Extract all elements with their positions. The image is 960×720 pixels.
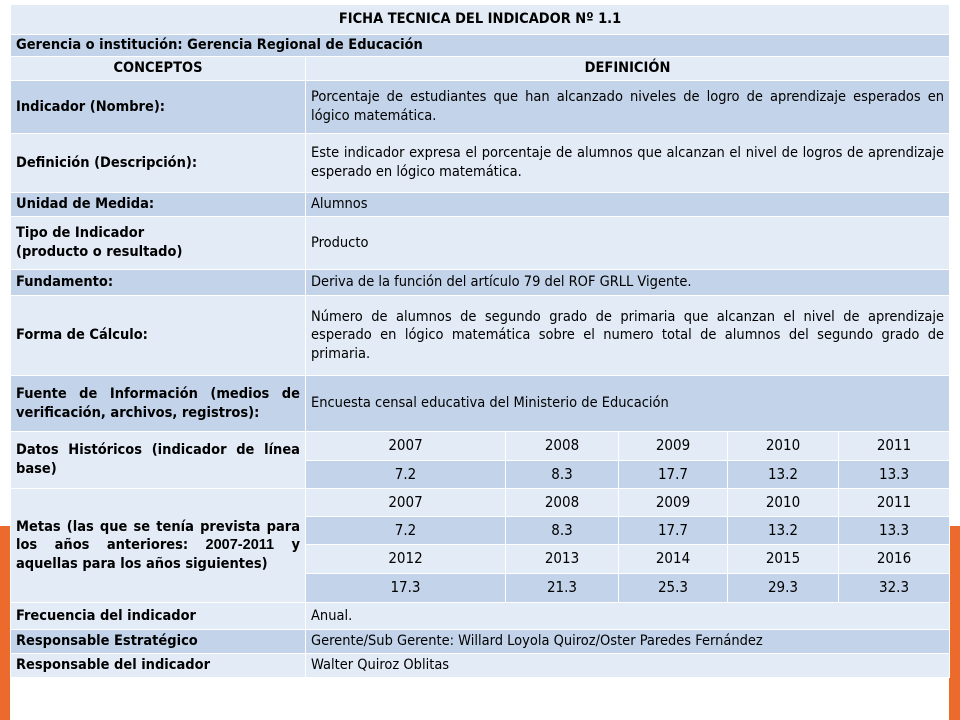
tipo-label-line2: (producto o resultado) [16, 244, 183, 260]
frecuencia-value: Anual. [306, 603, 950, 630]
metas-value: 32.3 [839, 574, 950, 603]
metas-value: 8.3 [506, 517, 619, 545]
historicos-year: 2007 [306, 432, 506, 461]
unidad-label: Unidad de Medida: [11, 193, 306, 217]
metas-value: 25.3 [619, 574, 728, 603]
header-conceptos: CONCEPTOS [11, 57, 306, 81]
tipo-value: Producto [306, 217, 950, 270]
historicos-year: 2010 [728, 432, 839, 461]
metas-label [11, 489, 306, 603]
metas-year: 2008 [506, 489, 619, 517]
resp-indicador-value: Walter Quiroz Oblitas [306, 654, 950, 678]
fuente-label: Fuente de Información (medios de verificación, archivos, registros): [11, 376, 306, 432]
tipo-label [11, 217, 306, 270]
historicos-value: 7.2 [306, 461, 506, 489]
metas-label-b: y aquellas para los años siguientes) [16, 537, 300, 572]
metas-year: 2011 [839, 489, 950, 517]
metas-value: 13.3 [839, 517, 950, 545]
metas-value: 7.2 [306, 517, 506, 545]
ficha-tecnica-table [10, 4, 950, 678]
historicos-value: 13.3 [839, 461, 950, 489]
tipo-label-line1: Tipo de Indicador [16, 225, 145, 242]
historicos-label: Datos Históricos (indicador de línea base) [11, 432, 306, 489]
fundamento-value: Deriva de la función del artículo 79 del ROF GRLL Vigente. [306, 270, 950, 296]
metas-label-years: 2007-2011 [205, 537, 275, 554]
fuente-value: Encuesta censal educativa del Ministerio de Educación [306, 376, 950, 432]
metas-year: 2013 [506, 545, 619, 574]
metas-year: 2016 [839, 545, 950, 574]
historicos-value: 8.3 [506, 461, 619, 489]
indicador-value: Porcentaje de estudiantes que han alcanzado niveles de logro de aprendizaje esperados en lógico matemática. [306, 81, 950, 134]
unidad-value: Alumnos [306, 193, 950, 217]
definicion-value: Este indicador expresa el porcentaje de alumnos que alcanzan el nivel de logros de aprendizaje esperado en lógico matemática. [306, 134, 950, 193]
metas-year: 2009 [619, 489, 728, 517]
historicos-value: 17.7 [619, 461, 728, 489]
metas-value: 13.2 [728, 517, 839, 545]
metas-year: 2007 [306, 489, 506, 517]
metas-year: 2014 [619, 545, 728, 574]
accent-bar-right [949, 526, 960, 720]
metas-label-a: Metas (las que se tenía prevista para los años anteriores: [16, 518, 300, 554]
historicos-year: 2009 [619, 432, 728, 461]
historicos-year: 2011 [839, 432, 950, 461]
resp-estrategico-value: Gerente/Sub Gerente: Willard Loyola Quiroz/Oster Paredes Fernández [306, 630, 950, 654]
table-title: FICHA TECNICA DEL INDICADOR Nº 1.1 [11, 5, 950, 35]
frecuencia-label: Frecuencia del indicador [11, 603, 306, 630]
fundamento-label: Fundamento: [11, 270, 306, 296]
gerencia-row: Gerencia o institución: Gerencia Regional de Educación [11, 35, 950, 57]
header-definicion: DEFINICIÓN [306, 57, 950, 81]
accent-bar-left [0, 526, 10, 720]
metas-year: 2010 [728, 489, 839, 517]
forma-value: Número de alumnos de segundo grado de primaria que alcanzan el nivel de aprendizaje esperado en lógico matemática sobre el numero total de alumnos del segundo grado de primaria. [306, 296, 950, 376]
forma-label: Forma de Cálculo: [11, 296, 306, 376]
historicos-value: 13.2 [728, 461, 839, 489]
resp-estrategico-label: Responsable Estratégico [11, 630, 306, 654]
resp-indicador-label: Responsable del indicador [11, 654, 306, 678]
metas-value: 17.7 [619, 517, 728, 545]
definicion-label: Definición (Descripción): [11, 134, 306, 193]
metas-value: 21.3 [506, 574, 619, 603]
metas-year: 2012 [306, 545, 506, 574]
metas-value: 29.3 [728, 574, 839, 603]
metas-value: 17.3 [306, 574, 506, 603]
historicos-year: 2008 [506, 432, 619, 461]
metas-year: 2015 [728, 545, 839, 574]
indicador-label: Indicador (Nombre): [11, 81, 306, 134]
